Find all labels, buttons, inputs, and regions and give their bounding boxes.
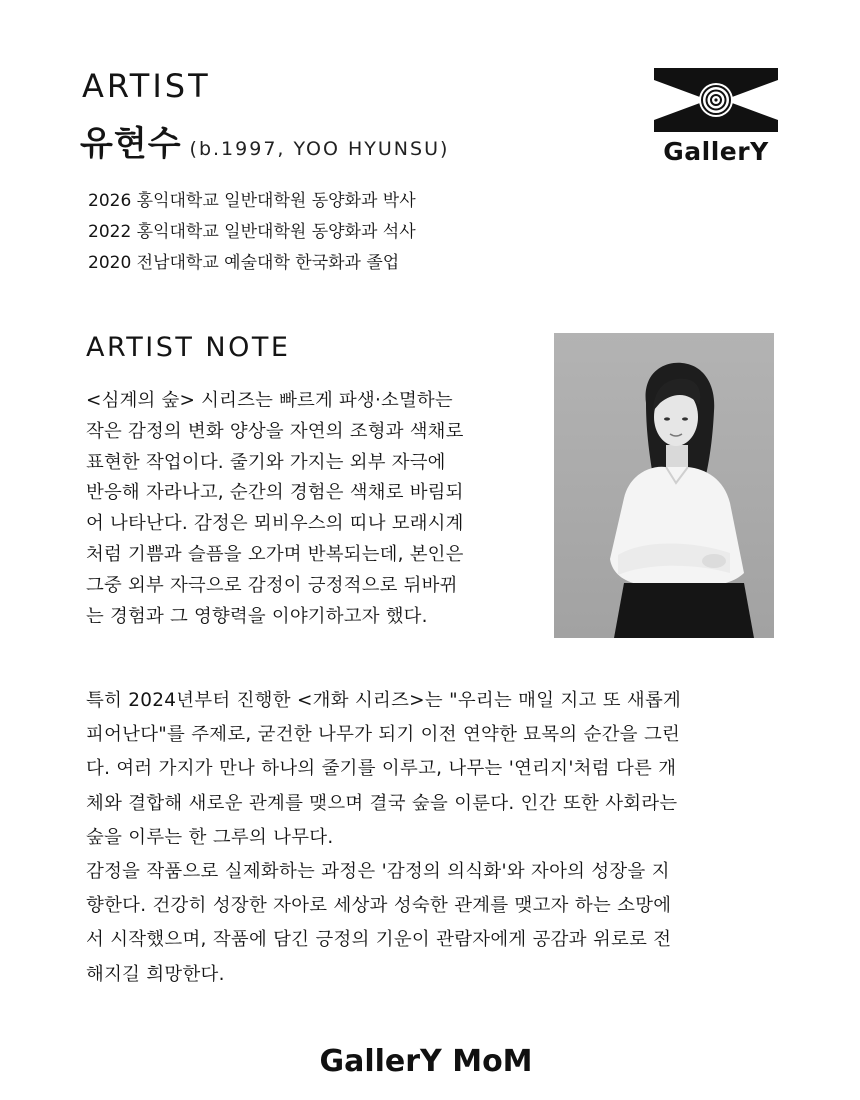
education-item: 2026 홍익대학교 일반대학원 동양화과 박사	[88, 191, 416, 211]
paragraph-line: 는 경험과 그 영향력을 이야기하고자 했다.	[86, 605, 428, 627]
paragraph-line: 특히 2024년부터 진행한 <개화 시리즈>는 "우리는 매일 지고 또 새롭게	[86, 690, 682, 711]
paragraph-line: 향한다. 건강히 성장한 자아로 세상과 성숙한 관계를 맺고자 하는 소망에	[86, 895, 672, 917]
gallery-mom-logo-icon	[306, 1036, 546, 1080]
paragraph-line: 감정을 작품으로 실제화하는 과정은 '감정의 의식화'와 자아의 성장을 지	[86, 861, 670, 883]
paragraph-line: 서 시작했으며, 작품에 담긴 긍정의 기운이 관람자에게 공감과 위로로 전	[86, 929, 672, 951]
gallery-logo-wordmark: GallerY	[663, 137, 769, 164]
artist-note-paragraph	[86, 386, 536, 632]
gallery-logo-icon	[652, 66, 780, 164]
paragraph-line: 피어난다"를 주제로, 굳건한 나무가 되기 이전 연약한 묘목의 순간을 그린	[86, 724, 681, 746]
artist-note-heading: ARTIST NOTE	[86, 332, 291, 363]
artist-portrait-photo	[554, 333, 774, 638]
artist-name-row	[80, 122, 449, 172]
education-item: 2020 전남대학교 예술대학 한국화과 졸업	[88, 253, 400, 273]
artist-name-korean: 유현수	[80, 124, 182, 164]
paragraph-line: 어 나타난다. 감정은 뫼비우스의 띠나 모래시계	[86, 513, 464, 535]
paragraph-line: 처럼 기쁨과 슬픔을 오가며 반복되는데, 본인은	[86, 543, 464, 565]
artist-birth-and-english-name: (b.1997, YOO HYUNSU)	[189, 138, 450, 160]
paragraph-line: 체와 결합해 새로운 관계를 맺으며 결국 숲을 이룬다. 인간 또한 사회라는	[86, 792, 678, 814]
paragraph-line: <심계의 숲> 시리즈는 빠르게 파생·소멸하는	[86, 390, 453, 411]
paragraph-line: 해지길 희망한다.	[86, 963, 225, 985]
paragraph-line: 숲을 이루는 한 그루의 나무다.	[86, 826, 334, 848]
gallery-mom-wordmark: GallerY MoM	[319, 1044, 533, 1079]
education-list	[88, 186, 416, 279]
paragraph-line: 반응해 자라나고, 순간의 경험은 색채로 바림되	[86, 482, 464, 504]
paragraph-line: 다. 여러 가지가 만나 하나의 줄기를 이루고, 나무는 '연리지'처럼 다른 개	[86, 758, 677, 780]
paragraph-line: 표현한 작업이다. 줄기와 가지는 외부 자극에	[86, 451, 446, 473]
page-title: ARTIST	[82, 67, 211, 105]
education-item: 2022 홍익대학교 일반대학원 동양화과 석사	[88, 222, 416, 242]
paragraph-line: 작은 감정의 변화 양상을 자연의 조형과 색채로	[86, 420, 464, 442]
artist-note-paragraph	[86, 684, 776, 992]
paragraph-line: 그중 외부 자극으로 감정이 긍정적으로 뒤바뀌	[86, 574, 458, 596]
portrait-illustration	[554, 333, 774, 638]
